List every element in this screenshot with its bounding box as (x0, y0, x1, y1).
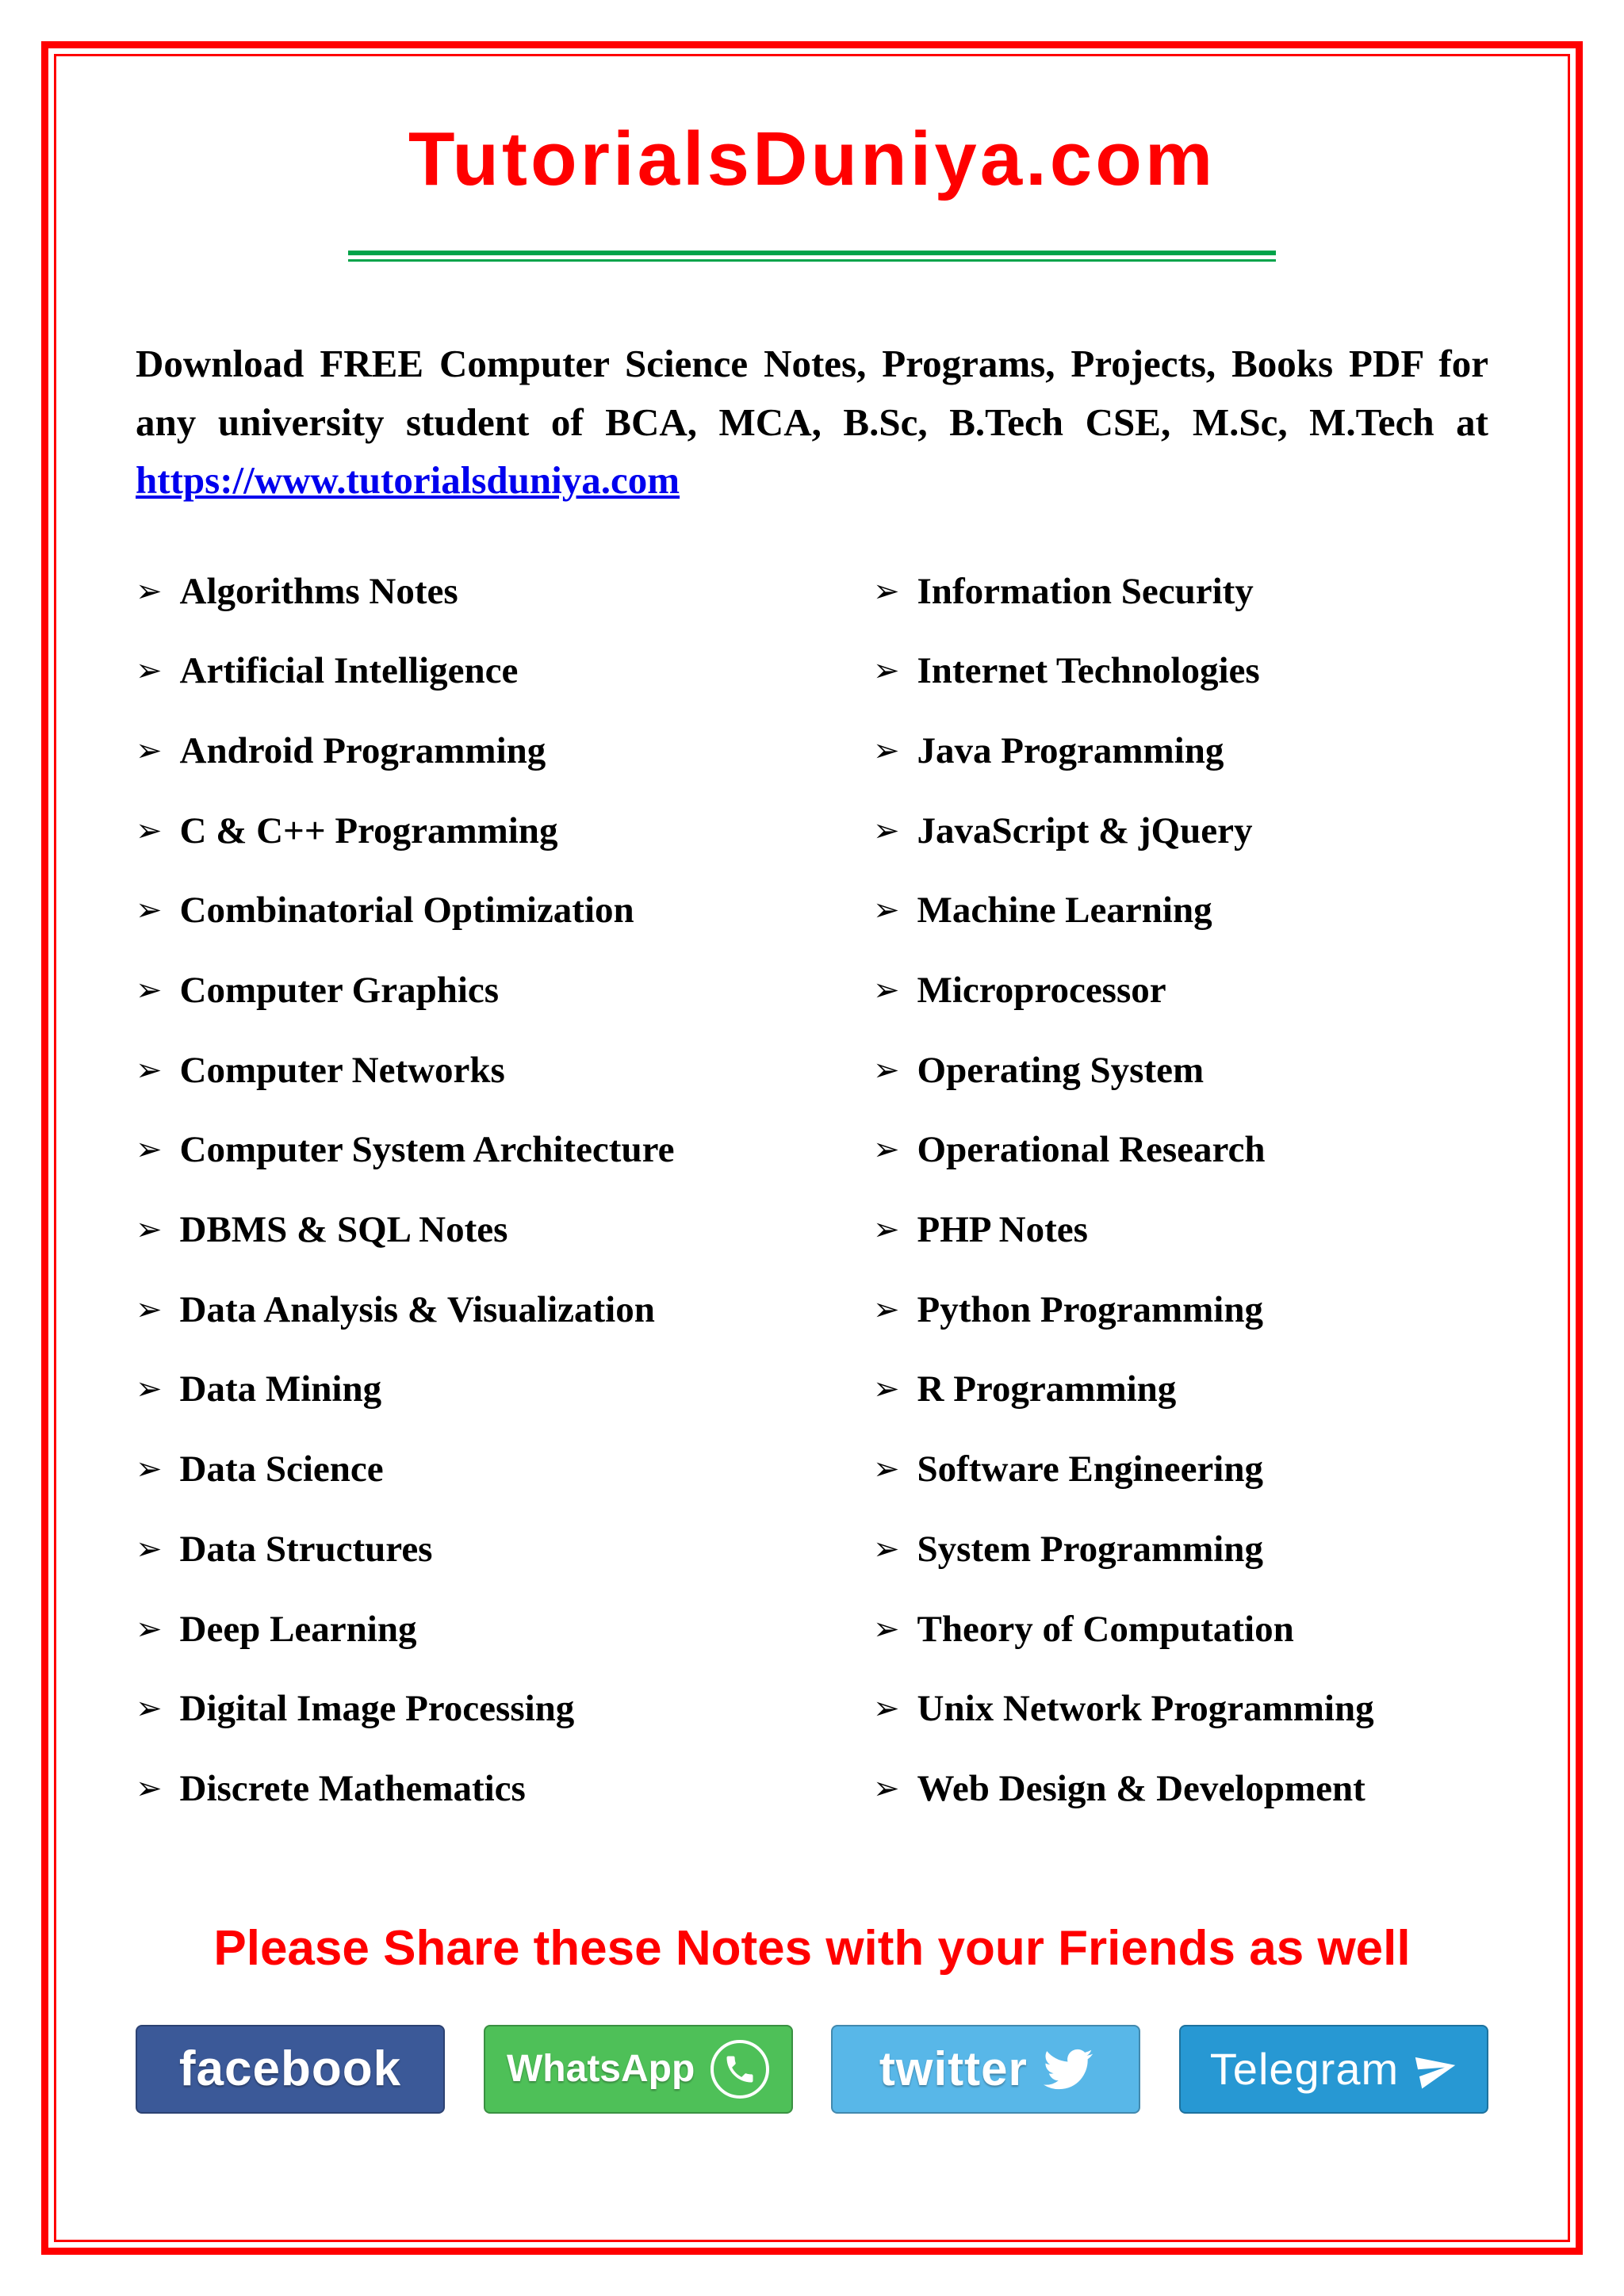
list-item (136, 890, 873, 932)
subject-label: Web Design & Development (917, 1767, 1365, 1809)
facebook-button-label: facebook (178, 2041, 402, 2096)
subjects-left-column (136, 572, 873, 1849)
list-item (136, 1130, 873, 1171)
arrow-bullet-icon: ➢ (136, 732, 163, 768)
arrow-bullet-icon: ➢ (873, 892, 900, 928)
arrow-bullet-icon: ➢ (873, 572, 900, 609)
arrow-bullet-icon: ➢ (873, 1610, 900, 1647)
arrow-bullet-icon: ➢ (136, 1530, 163, 1567)
list-item (873, 1210, 1496, 1251)
list-item (136, 1210, 873, 1251)
telegram-plane-icon (1415, 2048, 1457, 2091)
list-item (873, 970, 1496, 1012)
subject-label: JavaScript & jQuery (917, 809, 1253, 851)
arrow-bullet-icon: ➢ (136, 972, 163, 1008)
subject-label: Combinatorial Optimization (179, 890, 634, 932)
list-item (136, 1529, 873, 1571)
subject-label: Data Structures (179, 1528, 433, 1570)
subject-label: System Programming (917, 1528, 1263, 1570)
subject-label: Computer Networks (179, 1049, 505, 1091)
subject-label: Deep Learning (179, 1608, 417, 1650)
subject-label: Digital Image Processing (179, 1688, 575, 1730)
list-item (873, 890, 1496, 932)
arrow-bullet-icon: ➢ (136, 1770, 163, 1806)
arrow-bullet-icon: ➢ (873, 1451, 900, 1487)
subject-label: Android Programming (179, 729, 546, 771)
subject-label: Information Security (917, 570, 1254, 612)
title-underline (348, 251, 1276, 262)
arrow-bullet-icon: ➢ (136, 892, 163, 928)
social-buttons-row (136, 2025, 1488, 2114)
twitter-bird-icon (1044, 2045, 1093, 2094)
list-item (136, 970, 873, 1012)
subject-label: Software Engineering (917, 1448, 1263, 1490)
subject-label: Machine Learning (917, 890, 1212, 932)
intro-text: Download FREE Computer Science Notes, Programs, Projects, Books PDF for any university student of BCA, MCA, B.Sc, B.Tech CSE, M.Sc, M.Tech at (136, 342, 1488, 444)
list-item (136, 1050, 873, 1092)
arrow-bullet-icon: ➢ (136, 1451, 163, 1487)
list-item (873, 1769, 1496, 1810)
subjects-left-list (136, 572, 873, 1810)
subject-label: R Programming (917, 1368, 1177, 1410)
subjects-right-column (873, 572, 1496, 1849)
list-item (873, 1529, 1496, 1571)
arrow-bullet-icon: ➢ (873, 1770, 900, 1806)
arrow-bullet-icon: ➢ (136, 652, 163, 689)
subject-label: Python Programming (917, 1288, 1263, 1330)
list-item (136, 572, 873, 613)
subject-label: Artificial Intelligence (179, 650, 519, 692)
list-item (136, 1689, 873, 1730)
outer-page-border (41, 41, 1583, 2255)
inner-page-border (54, 54, 1570, 2242)
intro-paragraph (136, 335, 1488, 510)
arrow-bullet-icon: ➢ (873, 812, 900, 848)
whatsapp-button[interactable] (484, 2025, 793, 2114)
arrow-bullet-icon: ➢ (136, 1690, 163, 1727)
subject-label: Computer System Architecture (179, 1129, 675, 1171)
arrow-bullet-icon: ➢ (873, 1211, 900, 1248)
arrow-bullet-icon: ➢ (873, 1530, 900, 1567)
list-item (136, 1769, 873, 1810)
arrow-bullet-icon: ➢ (873, 732, 900, 768)
subjects-columns (136, 572, 1496, 1849)
list-item (873, 1369, 1496, 1410)
whatsapp-button-label: WhatsApp (507, 2047, 695, 2090)
subject-label: Data Analysis & Visualization (179, 1288, 655, 1330)
list-item (873, 1449, 1496, 1490)
arrow-bullet-icon: ➢ (136, 572, 163, 609)
subject-label: Internet Technologies (917, 650, 1260, 692)
arrow-bullet-icon: ➢ (136, 1291, 163, 1327)
list-item (873, 1290, 1496, 1331)
list-item (873, 1689, 1496, 1730)
arrow-bullet-icon: ➢ (873, 1690, 900, 1727)
subject-label: Unix Network Programming (917, 1688, 1374, 1730)
title-underline-top (348, 251, 1276, 255)
arrow-bullet-icon: ➢ (873, 972, 900, 1008)
subject-label: C & C++ Programming (179, 809, 558, 851)
list-item (873, 1050, 1496, 1092)
facebook-button[interactable] (136, 2025, 445, 2114)
subject-label: Data Mining (179, 1368, 382, 1410)
whatsapp-phone-icon (710, 2040, 769, 2099)
subject-label: Discrete Mathematics (179, 1767, 526, 1809)
subject-label: DBMS & SQL Notes (179, 1209, 508, 1251)
share-message: Please Share these Notes with your Friends as well (213, 1920, 1411, 1976)
title-underline-bottom (348, 259, 1276, 262)
arrow-bullet-icon: ➢ (873, 1051, 900, 1088)
telegram-button-label: Telegram (1209, 2043, 1400, 2094)
subject-label: Operational Research (917, 1129, 1266, 1171)
telegram-button[interactable] (1179, 2025, 1488, 2114)
list-item (873, 1609, 1496, 1651)
subject-label: Theory of Computation (917, 1608, 1294, 1650)
arrow-bullet-icon: ➢ (873, 1371, 900, 1407)
list-item (136, 1609, 873, 1651)
page-title: TutorialsDuniya.com (408, 117, 1216, 201)
subject-label: Computer Graphics (179, 970, 500, 1012)
list-item (136, 731, 873, 772)
subject-label: Microprocessor (917, 970, 1166, 1012)
list-item (136, 651, 873, 692)
website-link[interactable]: https://www.tutorialsduniya.com (136, 458, 680, 503)
subject-label: Algorithms Notes (179, 570, 458, 612)
subject-label: Operating System (917, 1049, 1205, 1091)
list-item (136, 811, 873, 852)
arrow-bullet-icon: ➢ (873, 1131, 900, 1168)
subject-label: Data Science (179, 1448, 384, 1490)
arrow-bullet-icon: ➢ (136, 812, 163, 848)
arrow-bullet-icon: ➢ (136, 1211, 163, 1248)
list-item (873, 811, 1496, 852)
arrow-bullet-icon: ➢ (136, 1131, 163, 1168)
subjects-right-list (873, 572, 1496, 1810)
list-item (136, 1449, 873, 1490)
subject-label: PHP Notes (917, 1209, 1088, 1251)
list-item (873, 1130, 1496, 1171)
twitter-button-label: twitter (879, 2042, 1028, 2095)
arrow-bullet-icon: ➢ (873, 1291, 900, 1327)
arrow-bullet-icon: ➢ (873, 652, 900, 689)
arrow-bullet-icon: ➢ (136, 1051, 163, 1088)
list-item (873, 731, 1496, 772)
arrow-bullet-icon: ➢ (136, 1610, 163, 1647)
twitter-button[interactable] (831, 2025, 1140, 2114)
list-item (873, 572, 1496, 613)
subject-label: Java Programming (917, 729, 1224, 771)
list-item (136, 1369, 873, 1410)
list-item (873, 651, 1496, 692)
arrow-bullet-icon: ➢ (136, 1371, 163, 1407)
list-item (136, 1290, 873, 1331)
